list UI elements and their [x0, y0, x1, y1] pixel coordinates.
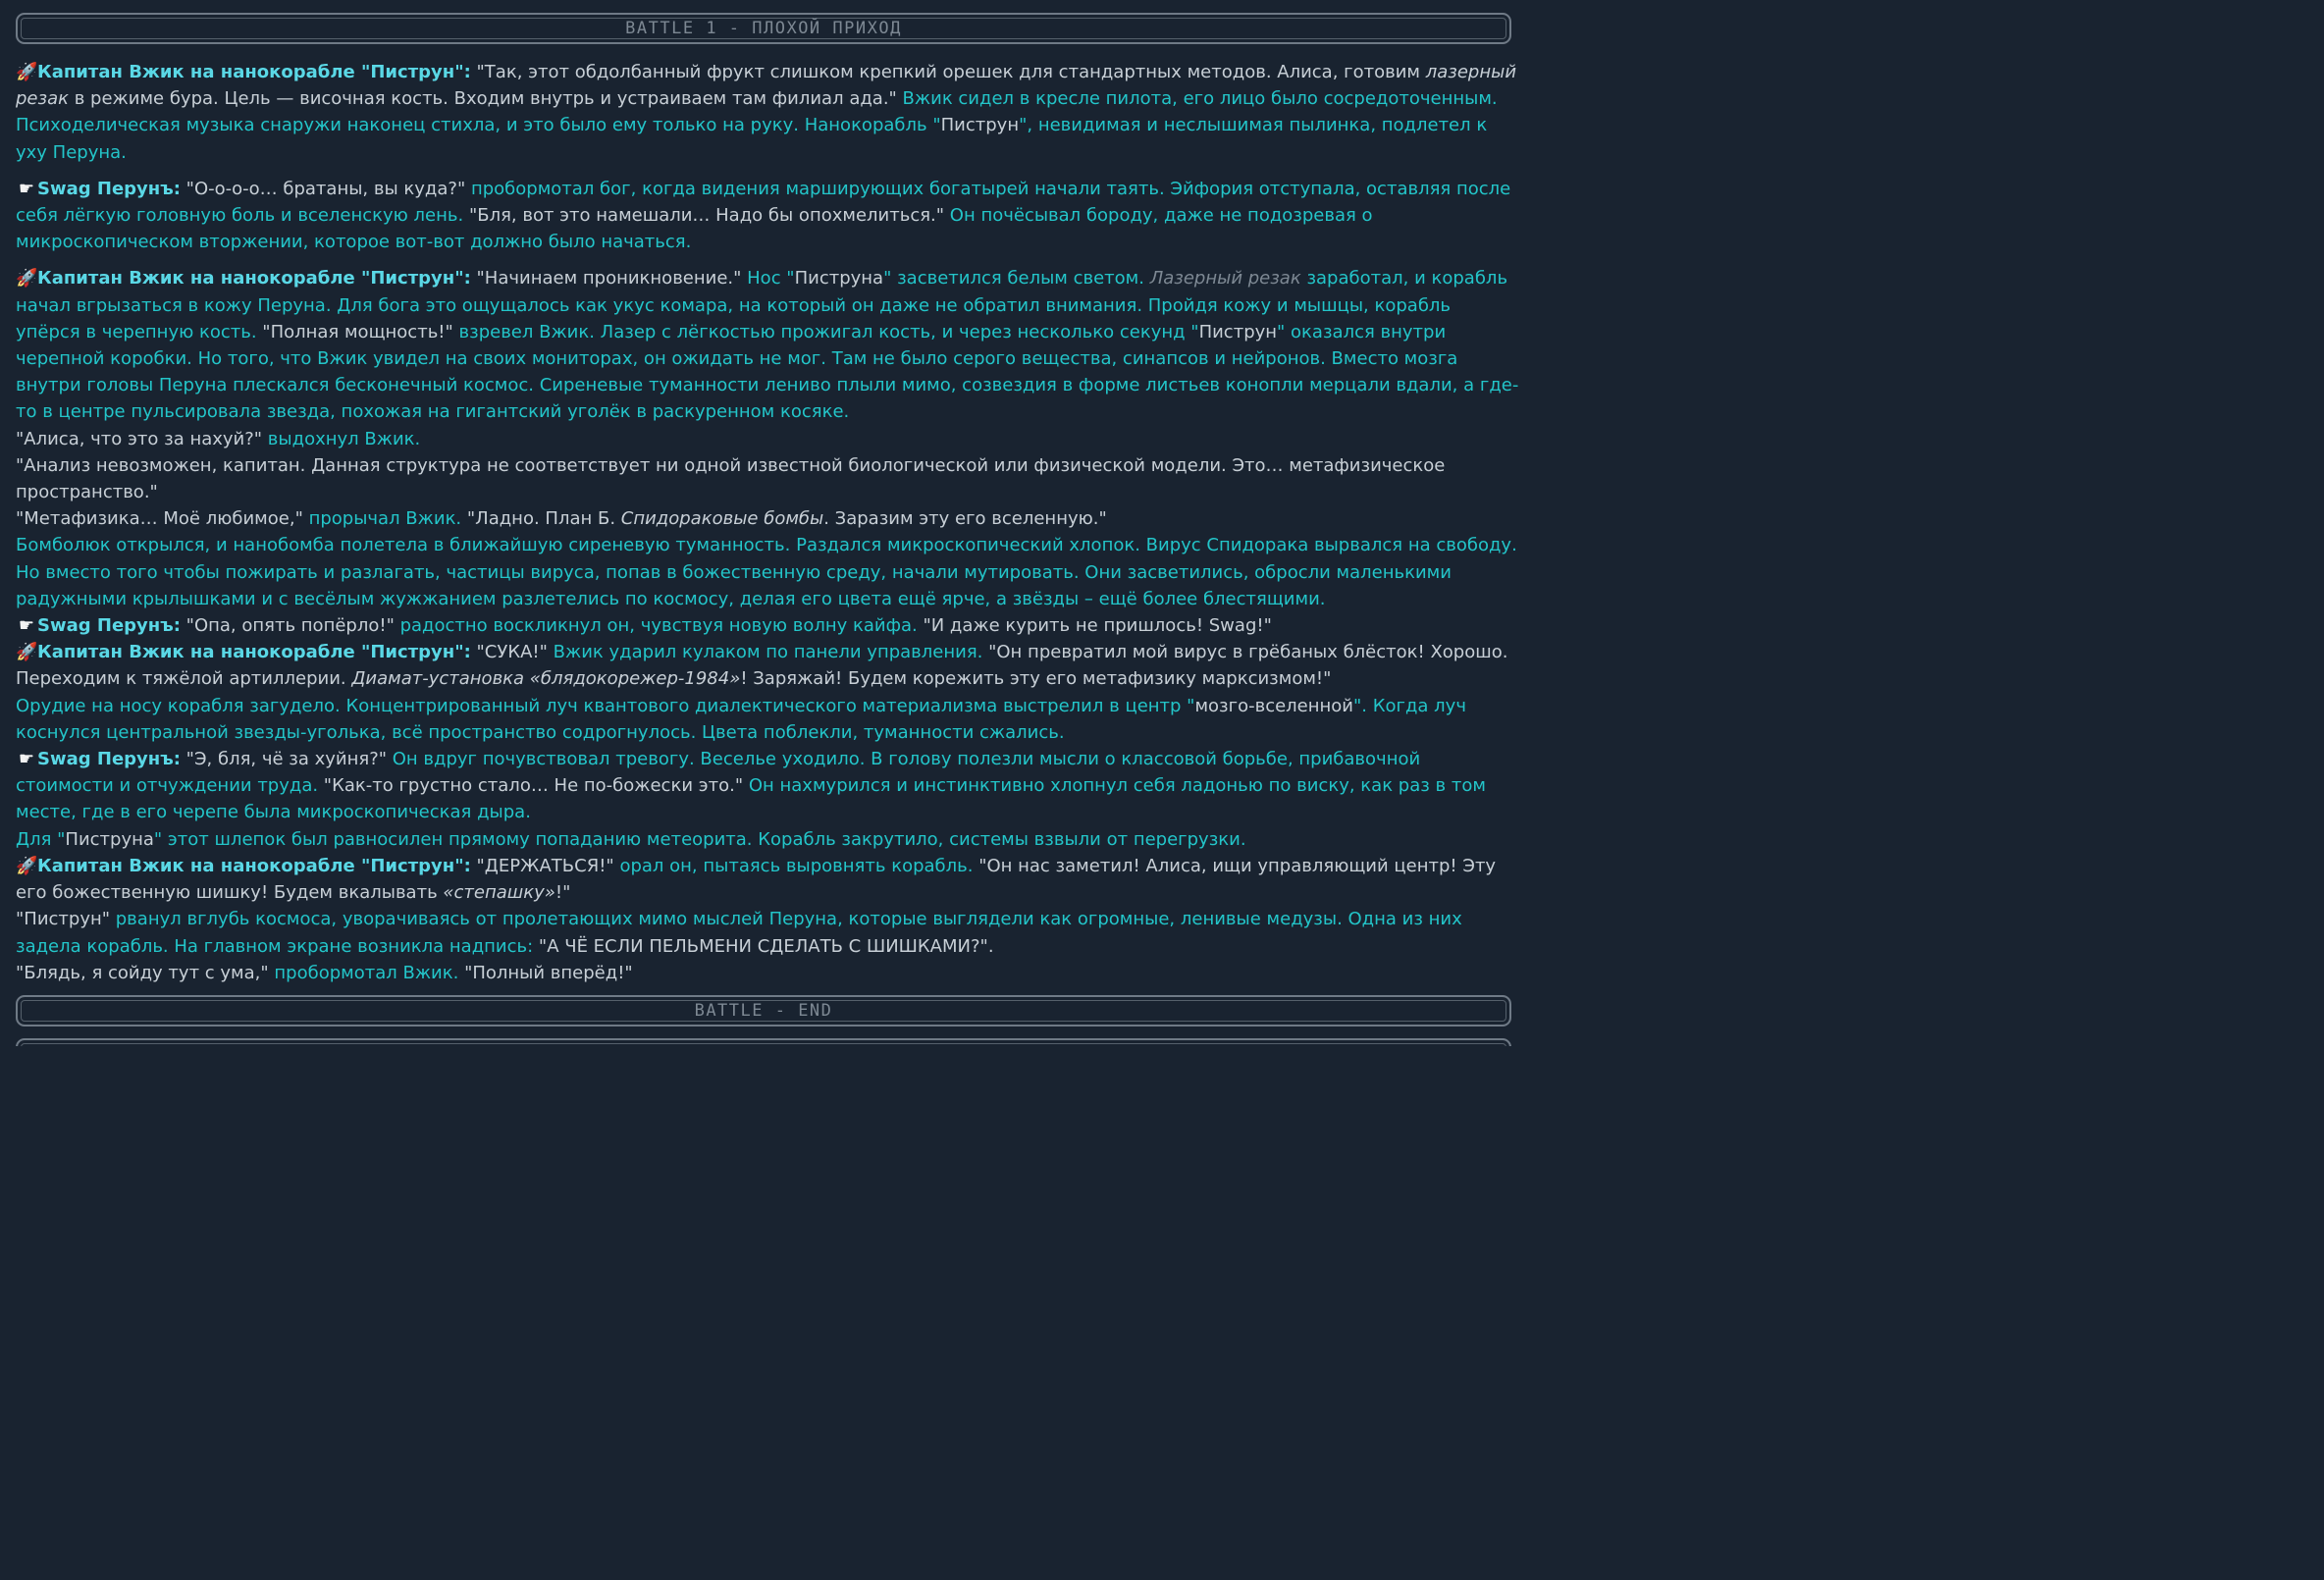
story-line: ☛ Swag Перунъ: "Опа, опять попёрло!" радостно воскликнул он, чувствуя новую волну кайфа. "И даже курить не пришлось! Swag!" — [16, 612, 1519, 639]
story-line: Орудие на носу корабля загудело. Концентрированный луч квантового диалектического материализма выстрелил в центр "мозго-вселенной". Когда луч коснулся центральной звезды-уголька, всё пространство содрогнулось. Цвета поблекли, туманности сжались. — [16, 695, 1466, 743]
story-line: 🚀Капитан Вжик на нанокорабле "Пиструн": "ДЕРЖАТЬСЯ!" орал он, пытаясь выровнять корабль. "Он нас заметил! Алиса, ищи управляющий центр! Эту его божественную шишку! Будем вкалывать «степашку»!" — [16, 853, 1519, 906]
rocket-icon: 🚀 — [16, 855, 38, 876]
story-line: Бомболюк открылся, и нанобомба полетела в ближайшую сиреневую туманность. Раздался микроскопический хлопок. Вирус Спидорака вырвался на свободу. Но вместо того чтобы пожирать и разлагать, частицы вируса, попав в божественную среду, начали мутировать. Они засветились, обросли маленькими радужными крылышками и с весёлым жужжанием разлетелись по космосу, делая его цвета ещё ярче, а звёзды – ещё более блестящими. — [16, 535, 1517, 609]
story-text — [16, 59, 1519, 996]
rocket-icon: 🚀 — [16, 268, 38, 290]
story-paragraph-2: ☛ Swag Перунъ: "О-о-о-о… братаны, вы куда?" пробормотал бог, когда видения марширующих богатырей начали таять. Эйфория отступала, оставляя после себя лёгкую головную боль и вселенскую лень. "Бля, вот это намешали… Надо бы опохмелиться." Он почёсывал бороду, даже не подозревая о микроскопическом вторжении, которое вот-вот должно было начаться. — [16, 176, 1519, 256]
next-section-banner — [16, 1038, 1511, 1046]
story-line: 🚀Капитан Вжик на нанокорабле "Пиструн": "Начинаем проникновение." Нос "Пиструна" засветился белым светом. Лазерный резак заработал, и корабль начал вгрызаться в кожу Перуна. Для бога это ощущалось как укус комара, на который он даже не обратил внимания. Пройдя кожу и мышцы, корабль упёрся в черепную кость. "Полная мощность!" взревел Вжик. Лазер с лёгкостью прожигал кость, и через несколько секунд "Пиструн" оказался внутри черепной коробки. Но того, что Вжик увидел на своих мониторах, он ожидать не мог. Там не было серого вещества, синапсов и нейронов. Вместо мозга внутри головы Перуна плескался бесконечный космос. Сиреневые туманности лениво плыли мимо, созвездия в форме листьев конопли мерцали вдали, а где-то в центре пульсировала звезда, похожая на гигантский уголёк в раскуренном косяке. — [16, 265, 1519, 425]
story-line: "Пиструн" рванул вглубь космоса, уворачиваясь от пролетающих мимо мыслей Перуна, которые выглядели как огромные, ленивые медузы. Одна из них задела корабль. На главном экране возникла надпись: "А ЧЁ ЕСЛИ ПЕЛЬМЕНИ СДЕЛАТЬ С ШИШКАМИ?". — [16, 909, 1462, 957]
battle-end-title: BATTLE - END — [694, 1001, 833, 1021]
battle-start-banner — [16, 13, 1511, 44]
story-paragraph-3 — [16, 265, 1519, 985]
story-line: 🚀Капитан Вжик на нанокорабле "Пиструн": "СУКА!" Вжик ударил кулаком по панели управления. "Он превратил мой вирус в грёбаных блёсток! Хорошо. Переходим к тяжёлой артиллерии. Диамат-установка «блядокорежер-1984»! Заряжай! Будем корежить эту его метафизику марксизмом!" — [16, 639, 1519, 692]
story-paragraph-1: 🚀Капитан Вжик на нанокорабле "Пиструн": "Так, этот обдолбанный фрукт слишком крепкий орешек для стандартных методов. Алиса, готовим лазерный резак в режиме бура. Цель — височная кость. Входим внутрь и устраиваем там филиал ада." Вжик сидел в кресле пилота, его лицо было сосредоточенным. Психоделическая музыка снаружи наконец стихла, и это было ему только на руку. Нанокорабль "Пиструн", невидимая и неслышимая пылинка, подлетел к уху Перуна. — [16, 59, 1519, 166]
pointing-hand-icon: ☛ — [18, 749, 35, 770]
story-view — [0, 0, 1539, 1046]
rocket-icon: 🚀 — [16, 62, 38, 82]
story-line: Для "Пиструна" этот шлепок был равносилен прямому попаданию метеорита. Корабль закрутило, системы взвыли от перегрузки. — [16, 828, 1246, 850]
speaker-perun: ☛ Swag Перунъ: — [16, 179, 181, 199]
speaker-vzhik: 🚀Капитан Вжик на нанокорабле "Пиструн": — [16, 856, 471, 876]
speaker-vzhik: 🚀Капитан Вжик на нанокорабле "Пиструн": — [16, 62, 471, 82]
story-line: "Блядь, я сойду тут с ума," пробормотал Вжик. "Полный вперёд!" — [16, 962, 633, 983]
battle-start-title: BATTLE 1 - ПЛОХОЙ ПРИХОД — [625, 19, 902, 38]
pointing-hand-icon: ☛ — [18, 615, 35, 637]
pointing-hand-icon: ☛ — [18, 178, 35, 199]
story-line: "Алиса, что это за нахуй?" выдохнул Вжик. — [16, 428, 421, 449]
story-line: ☛ Swag Перунъ: "Э, бля, чё за хуйня?" Он вдруг почувствовал тревогу. Веселье уходило. В голову полезли мысли о классовой борьбе, прибавочной стоимости и отчуждении труда. "Как-то грустно стало… Не по-божески это." Он нахмурился и инстинктивно хлопнул себя ладонью по виску, как раз в том месте, где в его черепе была микроскопическая дыра. — [16, 746, 1519, 826]
story-line: "Анализ невозможен, капитан. Данная структура не соответствует ни одной известной биологической или физической модели. Это… метафизическое пространство." — [16, 454, 1446, 503]
speaker-vzhik: 🚀Капитан Вжик на нанокорабле "Пиструн": — [16, 642, 471, 662]
rocket-icon: 🚀 — [16, 642, 38, 663]
story-line: "Метафизика… Моё любимое," прорычал Вжик. "Ладно. План Б. Спидораковые бомбы. Заразим эту его вселенную." — [16, 508, 1107, 530]
speaker-perun: ☛ Swag Перунъ: — [16, 749, 181, 769]
speaker-perun: ☛ Swag Перунъ: — [16, 615, 181, 636]
battle-end-banner — [16, 995, 1511, 1027]
speaker-vzhik: 🚀Капитан Вжик на нанокорабле "Пиструн": — [16, 268, 471, 289]
